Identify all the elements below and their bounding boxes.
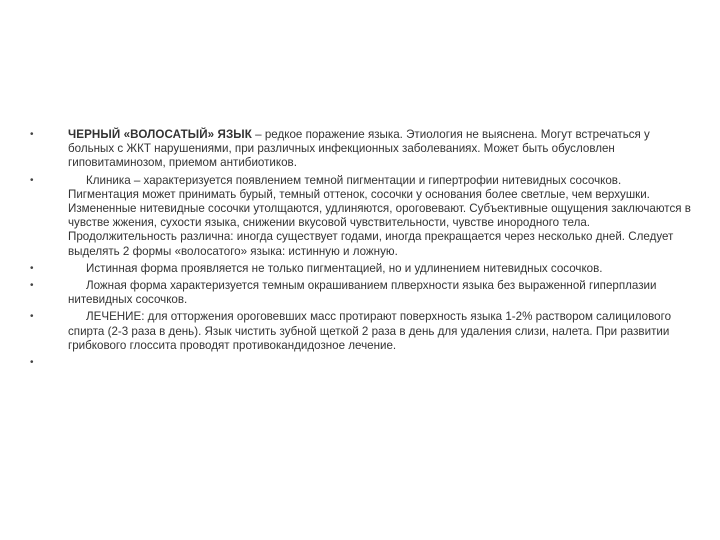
bullet-icon: • [30, 174, 34, 186]
bullet-icon: • [30, 311, 34, 323]
bold-term: ЧЕРНЫЙ «ВОЛОСАТЫЙ» ЯЗЫК [68, 128, 252, 141]
bullet-icon: • [30, 262, 34, 274]
bullet-icon: • [30, 357, 34, 369]
list-item [30, 279, 695, 307]
list-item-empty [30, 356, 695, 370]
bullet-list [30, 128, 695, 373]
paragraph-text: Клиника – характеризуется появлением темной пигментации и гипертрофии нитевидных сосочков. Пигментация может принимать бурый, темный оттенок, сосочки у основания более светлые, чем верхушки. Измененные нитевидные сосочки утолщаются, удлиняются, ороговевают. Субъективные ощущения заключаются в чувстве жжения, сухости языка, снижении вкусовой чувствительности, чувстве инородного тела. Продолжительность различна: иногда существует годами, иногда прекращается через несколько дней. Следует выделять 2 формы «волосатого» языка: истинную и ложную. [68, 173, 691, 258]
paragraph-text [68, 128, 695, 171]
list-item [30, 174, 695, 259]
list-item [30, 128, 695, 171]
list-item [30, 262, 695, 276]
bullet-icon: • [30, 129, 34, 140]
list-item [30, 310, 695, 353]
paragraph-text: Истинная форма проявляется не только пигментацией, но и удлинением нитевидных сосочков. [86, 261, 603, 275]
paragraph-text: ЛЕЧЕНИЕ: для отторжения ороговевших масс протирают поверхность языка 1-2% раствором салицилового спирта (2-3 раза в день). Язык чистить зубной щеткой 2 раза в день для удаления слизи, налета. При развитии грибкового глоссита проводят противокандидозное лечение. [68, 310, 672, 352]
bullet-icon: • [30, 280, 34, 292]
paragraph-body: – редкое поражение языка. Этиология не выяснена. Могут встречаться у больных с ЖКТ нарушениями, при различных инфекционных заболеваниях. Может быть обусловлен гиповитаминозом, приемом антибиотиков. [68, 128, 650, 170]
paragraph-text: Ложная форма характеризуется темным окрашиванием плверхности языка без выраженной гиперплазии нитевидных сосочков. [68, 279, 657, 307]
